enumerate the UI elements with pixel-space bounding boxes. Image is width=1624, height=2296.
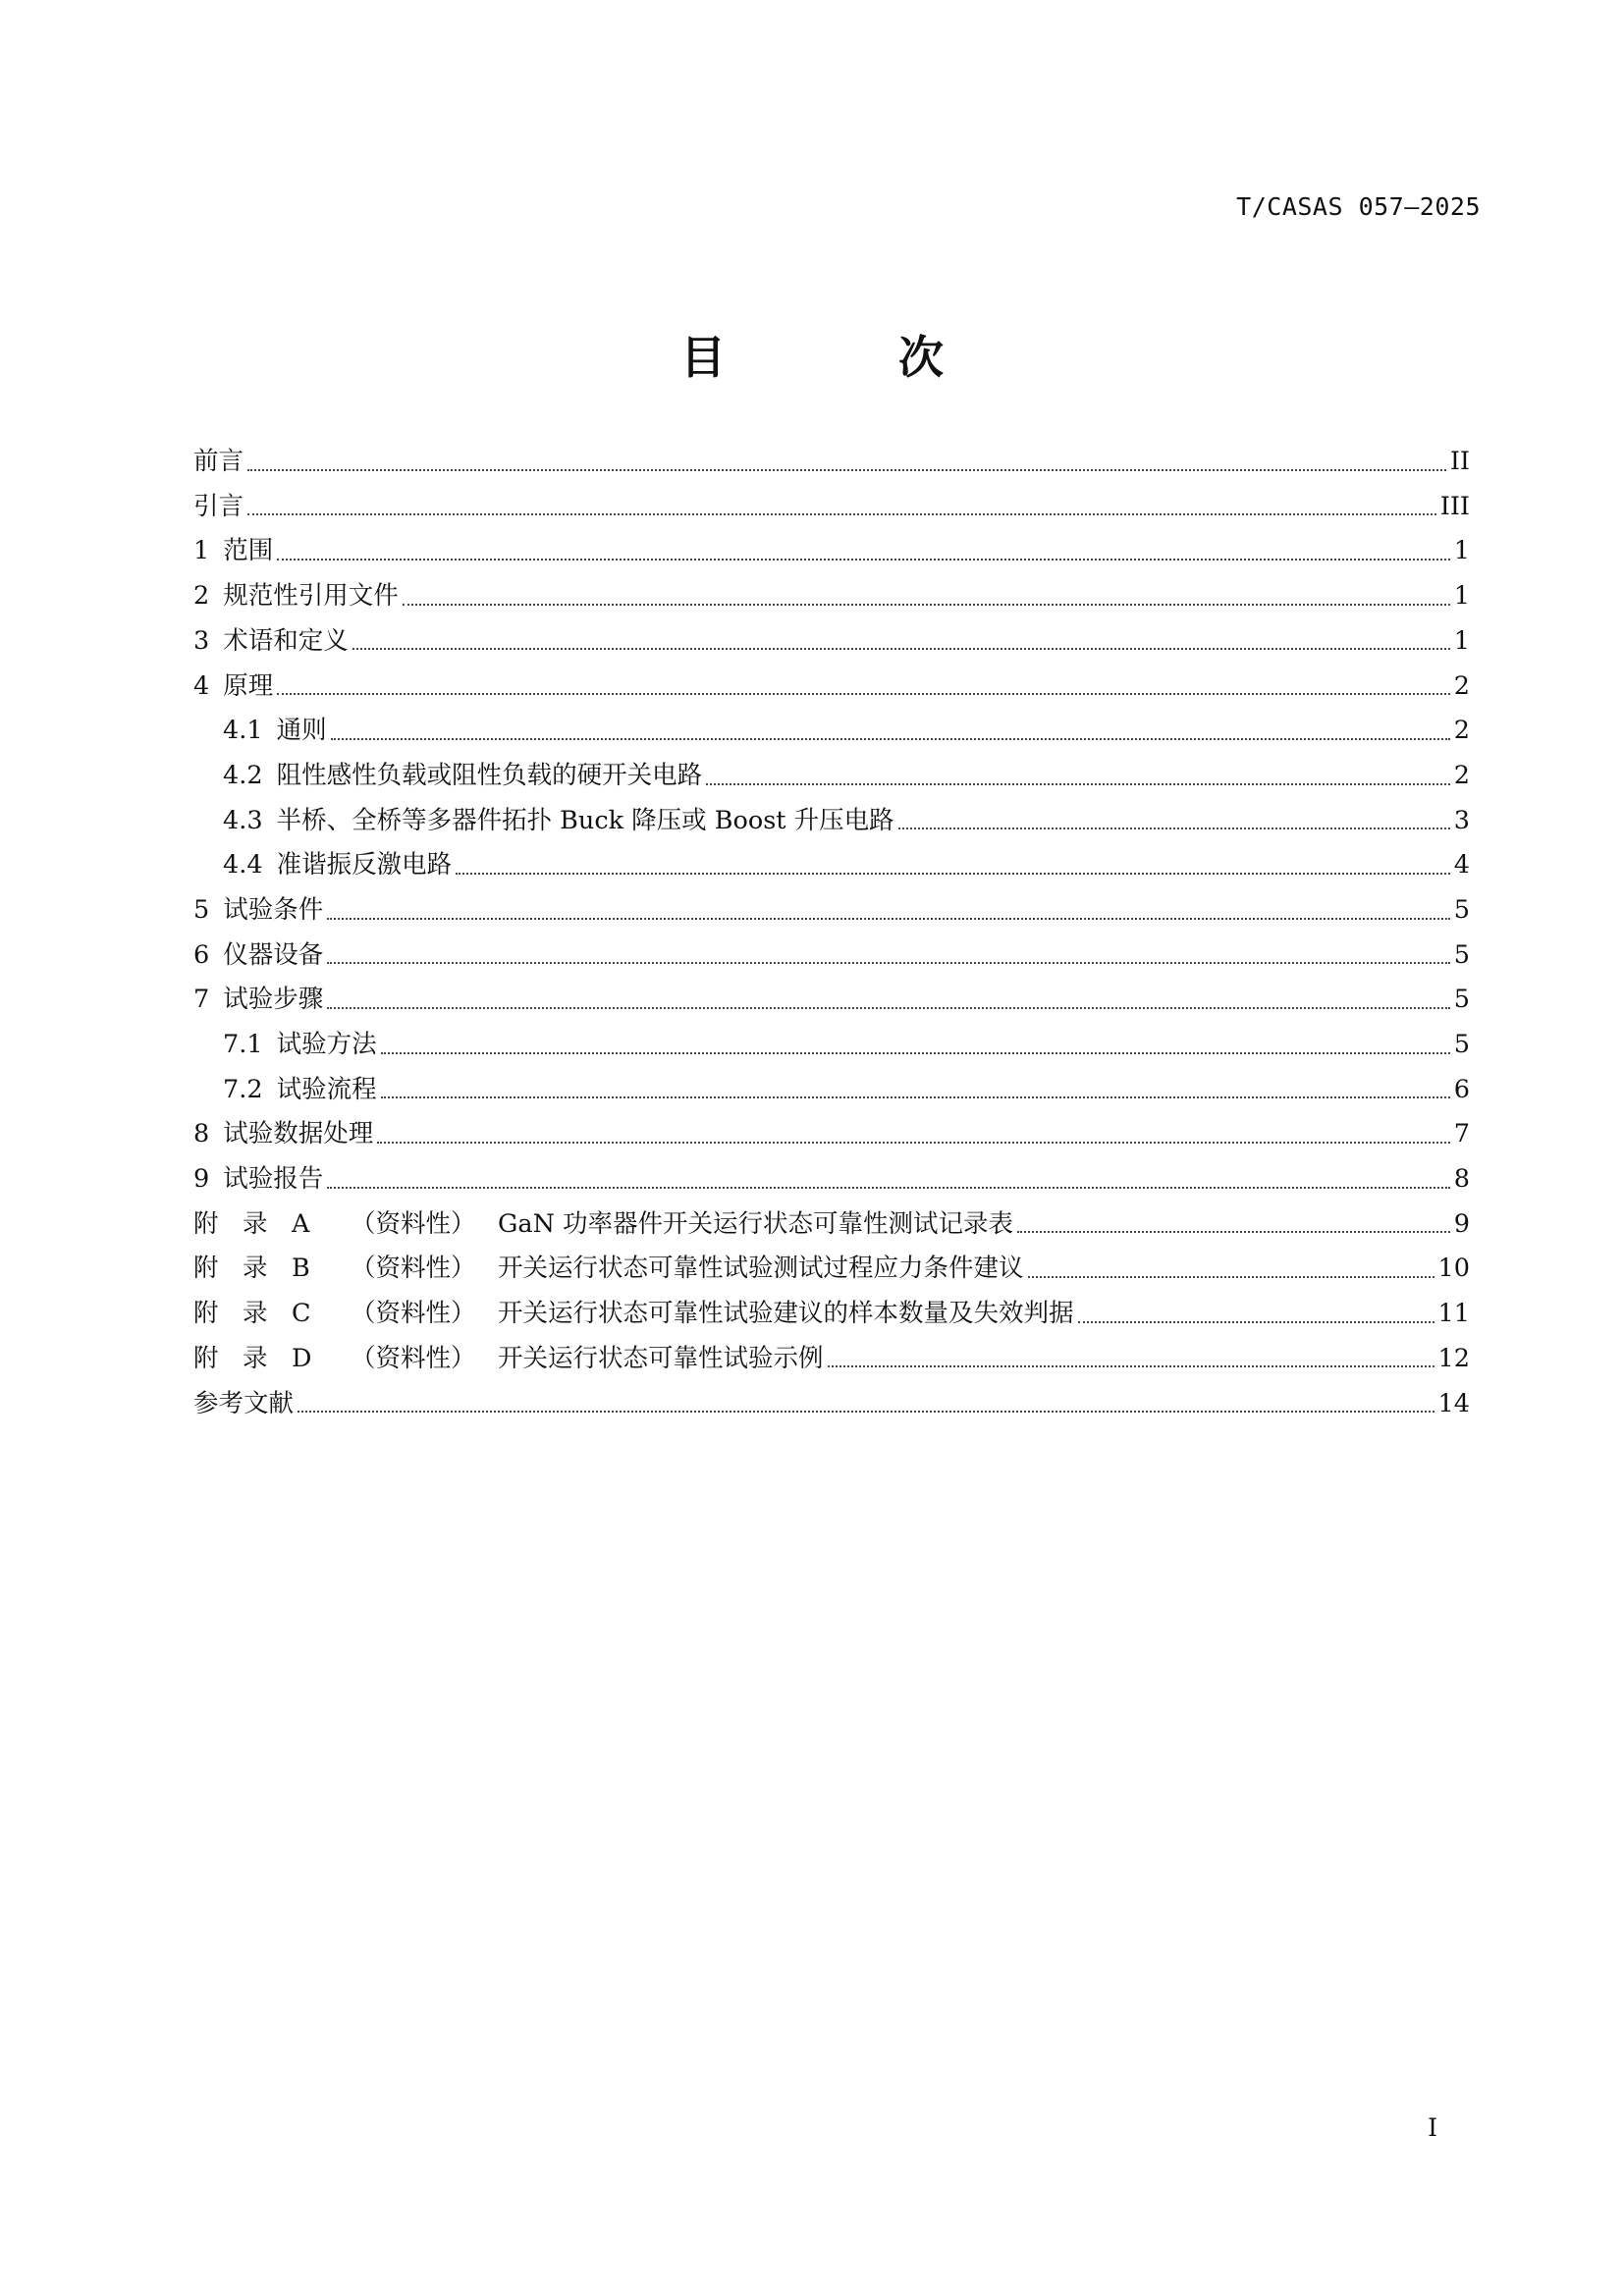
- toc-entry-3[interactable]: [193, 612, 1470, 657]
- toc-entry-number: 4.4: [223, 850, 263, 881]
- toc-entry-4[interactable]: [193, 656, 1470, 701]
- toc-entry-label: 试验数据处理: [223, 1119, 374, 1149]
- toc-entry-page: 5: [1453, 939, 1470, 970]
- toc-leader: [898, 824, 1450, 829]
- toc-entry-label: 原理: [223, 670, 274, 701]
- appendix-letter: B: [292, 1254, 310, 1284]
- appendix-note: （资料性）: [351, 1208, 476, 1239]
- toc-leader: [1017, 1227, 1450, 1233]
- toc-appendix-b[interactable]: [193, 1239, 1470, 1284]
- appendix-prefix: 录: [243, 1299, 268, 1329]
- appendix-prefix: 附: [193, 1208, 219, 1239]
- appendix-prefix: 录: [243, 1208, 268, 1239]
- appendix-prefix: 录: [243, 1254, 268, 1284]
- toc-entry-page: 1: [1453, 625, 1470, 656]
- toc-entry-page: 14: [1437, 1388, 1470, 1418]
- toc-entry-number: 7: [193, 985, 210, 1015]
- toc-entry-label: 规范性引用文件: [223, 581, 399, 612]
- toc-entry-label: 参考文献: [193, 1388, 295, 1418]
- toc-entry-number: 2: [193, 581, 210, 612]
- toc-leader: [327, 1003, 1450, 1009]
- toc-entry-introduction[interactable]: [193, 477, 1470, 522]
- toc-entry-number: 8: [193, 1119, 210, 1149]
- toc-entry-page: 3: [1453, 805, 1470, 835]
- appendix-letter: A: [292, 1208, 310, 1239]
- toc-entry-number: 4.3: [223, 805, 263, 835]
- page-number: I: [1428, 2113, 1437, 2142]
- toc-leader: [298, 1407, 1435, 1413]
- toc-entry-label: 阻性感性负载或阻性负载的硬开关电路: [276, 760, 703, 790]
- toc-entry-label: 仪器设备: [223, 939, 324, 970]
- toc-leader: [327, 914, 1450, 920]
- toc-appendix-c[interactable]: [193, 1284, 1470, 1329]
- toc-entry-label: 准谐振反激电路: [276, 850, 453, 881]
- toc-leader: [247, 465, 1446, 471]
- toc-entry-4-4[interactable]: [193, 835, 1470, 881]
- toc-entry-1[interactable]: [193, 521, 1470, 566]
- toc-leader: [1028, 1272, 1435, 1278]
- table-of-contents: [193, 432, 1470, 1418]
- toc-entry-number: 4.2: [223, 760, 263, 790]
- toc-entry-label: 半桥、全桥等多器件拓扑 Buck 降压或 Boost 升压电路: [276, 805, 894, 835]
- toc-entry-page: 6: [1453, 1074, 1470, 1104]
- appendix-note: （资料性）: [351, 1299, 476, 1329]
- toc-leader: [706, 779, 1450, 785]
- toc-entry-7-1[interactable]: [193, 1015, 1470, 1060]
- appendix-note: （资料性）: [351, 1343, 476, 1373]
- toc-entry-references[interactable]: [193, 1373, 1470, 1418]
- toc-appendix-a[interactable]: [193, 1195, 1470, 1240]
- toc-entry-label: 范围: [223, 536, 274, 566]
- toc-leader: [352, 644, 1450, 650]
- toc-entry-foreword[interactable]: [193, 432, 1470, 477]
- toc-entry-label: 术语和定义: [223, 625, 349, 656]
- toc-entry-page: 5: [1453, 1030, 1470, 1060]
- toc-entry-label: 开关运行状态可靠性试验建议的样本数量及失效判据: [498, 1299, 1074, 1329]
- toc-entry-page: 5: [1453, 985, 1470, 1015]
- toc-leader: [377, 1138, 1450, 1144]
- toc-entry-page: 1: [1453, 536, 1470, 566]
- toc-entry-7[interactable]: [193, 970, 1470, 1015]
- toc-entry-label: 试验流程: [276, 1074, 377, 1104]
- toc-entry-number: 7.1: [223, 1030, 263, 1060]
- toc-entry-number: 7.2: [223, 1074, 263, 1104]
- toc-leader: [277, 689, 1450, 695]
- toc-leader: [327, 1183, 1450, 1189]
- toc-entry-4-3[interactable]: [193, 791, 1470, 836]
- toc-leader: [331, 734, 1450, 740]
- toc-entry-page: 9: [1453, 1208, 1470, 1239]
- toc-entry-7-2[interactable]: [193, 1060, 1470, 1105]
- toc-leader: [381, 1048, 1450, 1054]
- toc-entry-page: 2: [1453, 716, 1470, 746]
- toc-entry-page: 11: [1437, 1299, 1470, 1329]
- toc-leader: [381, 1093, 1450, 1098]
- toc-entry-number: 1: [193, 536, 210, 566]
- toc-entry-number: 5: [193, 894, 210, 925]
- toc-entry-page: 10: [1437, 1254, 1470, 1284]
- toc-title: 目 次: [679, 331, 1022, 384]
- toc-entry-page: 2: [1453, 670, 1470, 701]
- toc-entry-label: 开关运行状态可靠性试验测试过程应力条件建议: [498, 1254, 1024, 1284]
- toc-entry-page: III: [1439, 491, 1470, 521]
- toc-entry-page: 12: [1437, 1343, 1470, 1373]
- toc-entry-page: II: [1449, 447, 1470, 477]
- appendix-prefix: 录: [243, 1343, 268, 1373]
- toc-entry-8[interactable]: [193, 1104, 1470, 1149]
- toc-entry-4-1[interactable]: [193, 701, 1470, 746]
- toc-leader: [456, 869, 1450, 875]
- toc-entry-2[interactable]: [193, 566, 1470, 612]
- appendix-prefix: 附: [193, 1254, 219, 1284]
- toc-entry-label: 开关运行状态可靠性试验示例: [498, 1343, 824, 1373]
- toc-leader: [247, 509, 1436, 515]
- toc-entry-label: 试验报告: [223, 1164, 324, 1195]
- toc-entry-page: 8: [1453, 1164, 1470, 1195]
- toc-entry-number: 6: [193, 939, 210, 970]
- toc-leader: [828, 1362, 1435, 1367]
- toc-entry-4-2[interactable]: [193, 746, 1470, 791]
- appendix-prefix: 附: [193, 1343, 219, 1373]
- appendix-prefix: 附: [193, 1299, 219, 1329]
- appendix-letter: D: [292, 1343, 312, 1373]
- toc-entry-page: 1: [1453, 581, 1470, 612]
- toc-entry-number: 4: [193, 670, 210, 701]
- toc-appendix-d[interactable]: [193, 1329, 1470, 1374]
- toc-leader: [1078, 1317, 1435, 1323]
- toc-entry-label: 试验步骤: [223, 985, 324, 1015]
- toc-entry-label: 通则: [276, 716, 327, 746]
- toc-entry-label: GaN 功率器件开关运行状态可靠性测试记录表: [498, 1208, 1013, 1239]
- toc-entry-page: 5: [1453, 894, 1470, 925]
- toc-entry-label: 前言: [193, 447, 244, 477]
- toc-entry-page: 2: [1453, 760, 1470, 790]
- toc-leader: [327, 958, 1450, 964]
- toc-entry-9[interactable]: [193, 1149, 1470, 1195]
- document-code: T/CASAS 057—2025: [1236, 192, 1481, 221]
- toc-entry-5[interactable]: [193, 881, 1470, 926]
- toc-entry-page: 7: [1453, 1119, 1470, 1149]
- toc-entry-number: 9: [193, 1164, 210, 1195]
- toc-leader: [403, 600, 1450, 606]
- toc-entry-page: 4: [1453, 850, 1470, 881]
- appendix-note: （资料性）: [351, 1254, 476, 1284]
- toc-entry-label: 试验条件: [223, 894, 324, 925]
- toc-entry-label: 引言: [193, 491, 244, 521]
- appendix-letter: C: [292, 1299, 311, 1329]
- toc-entry-number: 3: [193, 625, 210, 656]
- toc-entry-label: 试验方法: [276, 1030, 377, 1060]
- toc-leader: [277, 555, 1450, 561]
- toc-entry-number: 4.1: [223, 716, 263, 746]
- toc-entry-6[interactable]: [193, 926, 1470, 971]
